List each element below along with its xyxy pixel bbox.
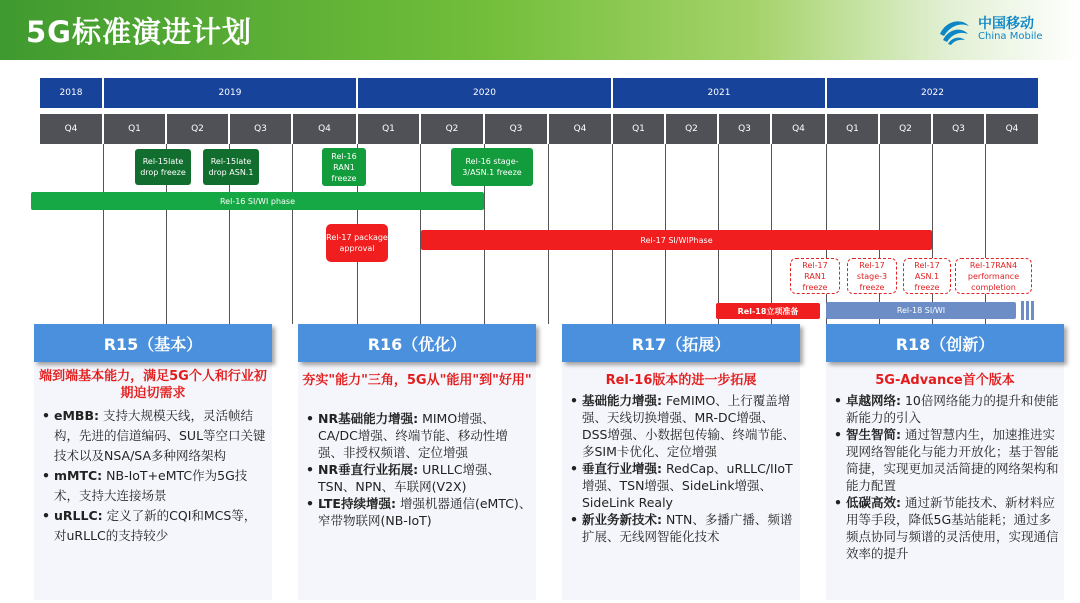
quarter-cell: Q3 [485, 114, 547, 144]
milestone-rel17-ran4-completion: Rel-17RAN4 performance completion [955, 258, 1032, 294]
list-item [568, 392, 796, 460]
milestone-rel16-ran1-freeze: Rel-16 RAN1 freeze [322, 148, 366, 186]
logo-text-cn: 中国移动 [978, 16, 1034, 32]
item-label: LTE持续增强: [318, 496, 396, 511]
panel-r17-header: R17（拓展） [562, 324, 800, 362]
quarter-cell: Q1 [827, 114, 878, 144]
quarter-cell: Q4 [293, 114, 356, 144]
list-item [832, 392, 1060, 426]
quarter-cell: Q4 [986, 114, 1038, 144]
item-text: NTN、多播广播、频谱扩展、无线网智能化技术 [582, 512, 793, 544]
milestone-rel17-asn1-freeze: Rel-17 ASN.1 freeze [903, 258, 951, 294]
quarter-cell: Q2 [421, 114, 483, 144]
item-text: MIMO增强、CA/DC增强、终端节能、移动性增强、非授权频谱、定位增强 [318, 411, 508, 460]
milestone-rel15-late-drop-asn1: Rel-15late drop ASN.1 [203, 149, 259, 185]
quarter-cell: Q4 [40, 114, 102, 144]
panel-r16-header: R16（优化） [298, 324, 536, 362]
slide-title: 5G标准演进计划 [26, 15, 252, 49]
phase-bar-rel18-tick [1031, 301, 1034, 320]
phase-bar-rel16: Rel-16 SI/WI phase [31, 192, 484, 210]
list-item [832, 494, 1060, 562]
item-label: NR垂直行业拓展: [318, 462, 419, 477]
panel-r16 [298, 324, 536, 600]
panel-r18-header: R18（创新） [826, 324, 1064, 362]
phase-bar-rel18-tick [1026, 301, 1029, 320]
item-label: 卓越网络: [846, 393, 901, 408]
list-item [304, 410, 532, 461]
quarter-cell: Q3 [230, 114, 291, 144]
item-text: 通过新节能技术、新材料应用等手段，降低5G基站能耗；通过多频点协同与频谱的灵活使用，实现通信效率的提升 [846, 495, 1059, 561]
quarter-cell: Q1 [358, 114, 419, 144]
item-text: 增强机器通信(eMTC)、窄带物联网(NB-IoT) [318, 496, 532, 528]
panel-r16-subtitle: 夯实"能力"三角，5G从"能用"到"好用" [302, 373, 532, 388]
item-label: 基础能力增强: [582, 393, 662, 408]
quarter-cell: Q3 [933, 114, 984, 144]
item-label: 新业务新技术: [582, 512, 662, 527]
quarter-cell: Q1 [613, 114, 664, 144]
milestone-rel17-stage3-freeze: Rel-17 stage-3 freeze [847, 258, 897, 294]
panel-r17-body [568, 392, 796, 545]
quarter-cell: Q2 [167, 114, 228, 144]
item-label: 垂直行业增强: [582, 461, 662, 476]
milestone-rel16-stage3-freeze: Rel-16 stage-3/ASN.1 freeze [451, 148, 533, 186]
list-item [40, 506, 268, 546]
quarter-cell: Q4 [772, 114, 825, 144]
item-label: eMBB: [54, 408, 99, 423]
phase-bar-rel18: Rel-18 SI/WI [826, 302, 1016, 319]
panel-r18 [826, 324, 1064, 600]
year-2020: 2020 [358, 78, 611, 108]
phase-bar-rel17: Rel-17 SI/WIPhase [421, 230, 932, 250]
panel-r18-subtitle: 5G-Advance首个版本 [875, 373, 1015, 388]
panel-r16-body [304, 410, 532, 529]
year-2018: 2018 [40, 78, 102, 108]
item-text: 定义了新的CQI和MCS等，对uRLLC的支持较少 [54, 508, 257, 543]
china-mobile-logo-icon [936, 12, 972, 48]
item-label: NR基础能力增强: [318, 411, 419, 426]
title-bar [0, 0, 1080, 60]
quarter-gridline [103, 144, 104, 324]
milestone-rel15-late-drop-freeze: Rel-15late drop freeze [135, 149, 191, 185]
item-text: FeMIMO、上行覆盖增强、天线切换增强、MR-DC增强、DSS增强、小数据包传输、终端节能、多SIM卡优化、定位增强 [582, 393, 795, 459]
quarter-cell: Q1 [104, 114, 165, 144]
list-item [568, 460, 796, 511]
quarter-gridline [292, 144, 293, 324]
quarter-cell: Q3 [719, 114, 770, 144]
panel-r18-body [832, 392, 1060, 562]
quarter-cell: Q2 [880, 114, 931, 144]
panel-r15-header: R15（基本） [34, 324, 272, 362]
item-text: RedCap、uRLLC/IIoT增强、TSN增强、SideLink增强、SideLink Realy [582, 461, 793, 510]
item-label: uRLLC: [54, 508, 103, 523]
panel-r17-subtitle: Rel-16版本的进一步拓展 [605, 373, 757, 388]
list-item [568, 511, 796, 545]
year-2022: 2022 [827, 78, 1038, 108]
phase-bar-rel18-prep: Rel-18立项准备 [716, 303, 820, 319]
panel-r15-body [40, 406, 268, 546]
item-text: URLLC增强、TSN、NPN、车联网(V2X) [318, 462, 501, 494]
panel-r15 [34, 324, 272, 600]
list-item [304, 495, 532, 529]
item-label: mMTC: [54, 468, 103, 483]
item-text: 10倍网络能力的提升和使能新能力的引入 [846, 393, 1059, 425]
list-item [304, 461, 532, 495]
panel-r17 [562, 324, 800, 600]
list-item [40, 466, 268, 506]
item-text: NB-IoT+eMTC作为5G技术，支持大连接场景 [54, 468, 248, 503]
panel-r15-subtitle: 端到端基本能力，满足5G个人和行业初期迫切需求 [39, 369, 267, 401]
list-item [40, 406, 268, 466]
logo-text-en: China Mobile [978, 31, 1043, 42]
quarter-cell: Q2 [666, 114, 717, 144]
china-mobile-logo [936, 12, 1076, 48]
quarter-cell: Q4 [549, 114, 611, 144]
quarter-gridline [932, 144, 933, 324]
year-2021: 2021 [613, 78, 825, 108]
item-label: 智生智简: [846, 427, 901, 442]
year-2019: 2019 [104, 78, 356, 108]
list-item [832, 426, 1060, 494]
phase-bar-rel18-tick [1021, 301, 1024, 320]
item-label: 低碳高效: [846, 495, 901, 510]
milestone-rel17-ran1-freeze: Rel-17 RAN1 freeze [790, 258, 840, 294]
milestone-rel17-package-approval: Rel-17 package approval [326, 224, 388, 262]
quarter-gridline [985, 144, 986, 324]
item-text: 通过智慧内生，加速推进实现网络智能化与能力开放化；基于智能简捷，实现更加灵活简捷的网络架构和能力配置 [846, 427, 1059, 493]
item-text: 支持大规模天线，灵活帧结构，先进的信道编码、SUL等空口关键技术以及NSA/SA多种网络架构 [54, 408, 266, 463]
